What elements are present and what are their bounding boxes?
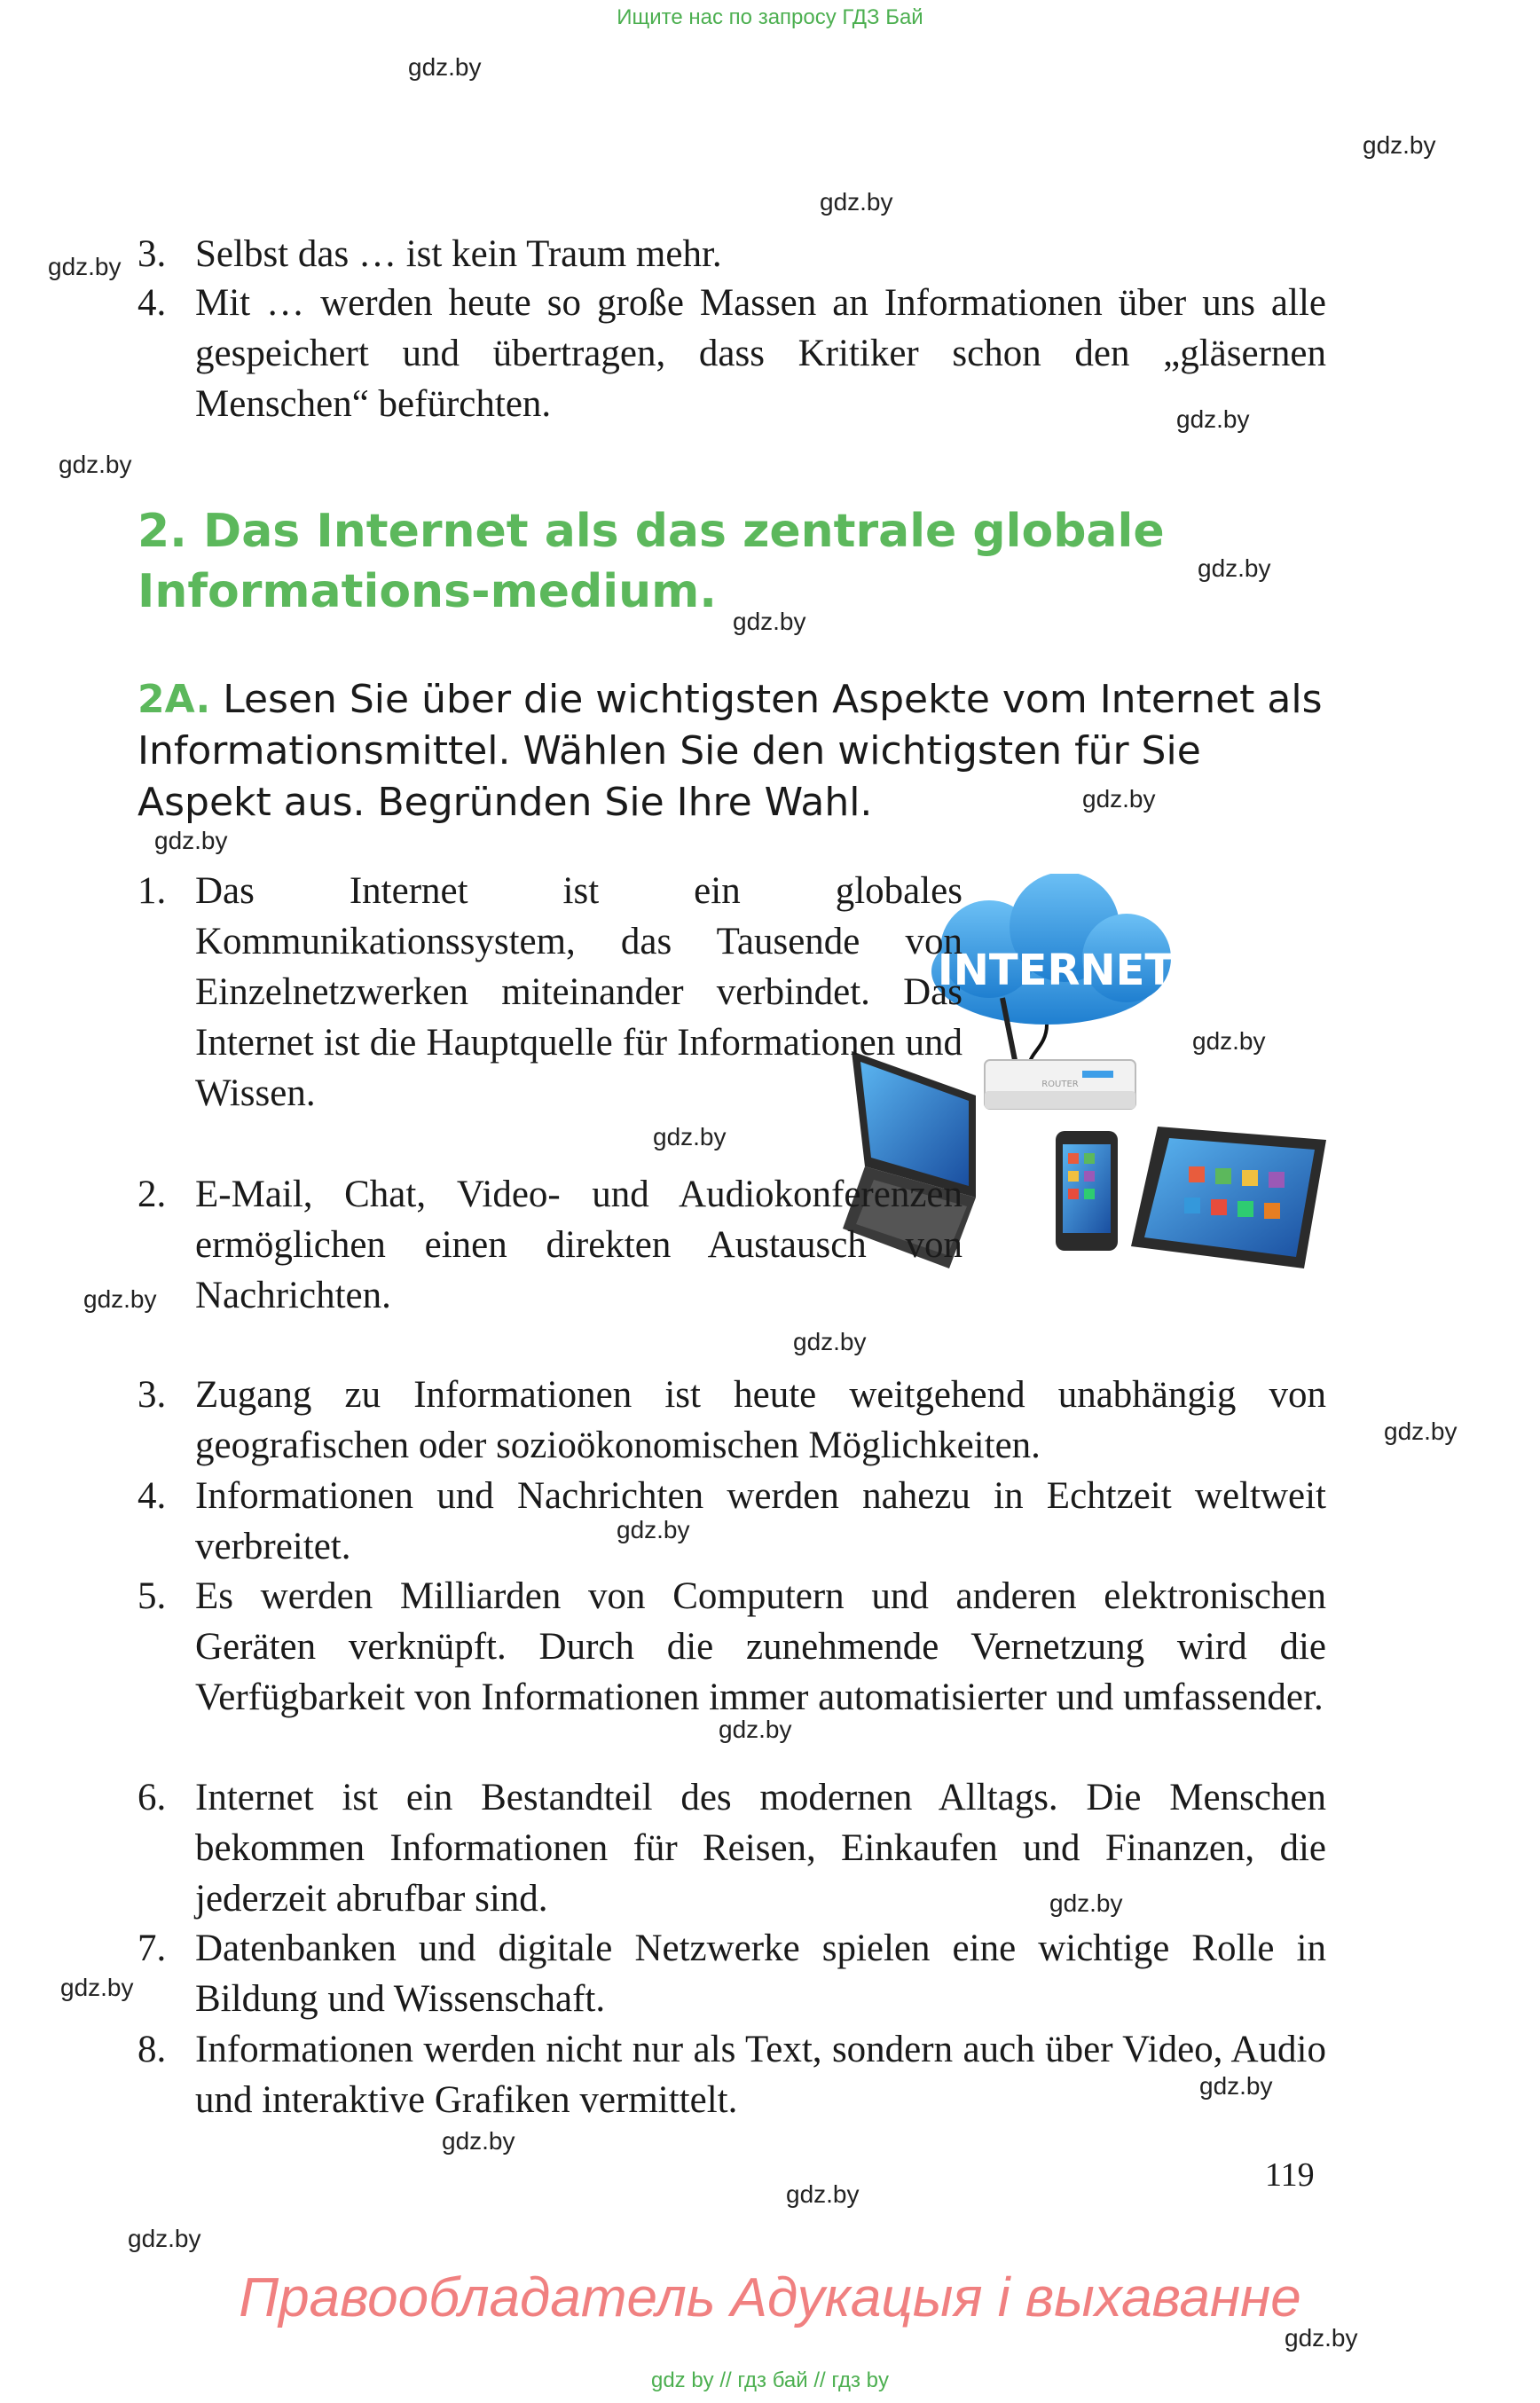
smartphone-icon: [1056, 1131, 1118, 1251]
watermark: gdz.by: [128, 2225, 201, 2252]
item-text: E-Mail, Chat, Video- und Audiokonferenzen ermöglichen einen direkten Austausch von Nachrichten.: [195, 1174, 962, 1316]
watermark: gdz.by: [48, 253, 122, 280]
watermark: gdz.by: [1198, 554, 1271, 582]
watermark: gdz.by: [1192, 1027, 1266, 1055]
watermark: gdz.by: [59, 451, 132, 478]
section-title: Das Internet als das zentrale globale Informations-medium.: [138, 505, 1165, 618]
watermark: gdz.by: [1199, 2072, 1273, 2100]
cloud-icon: [931, 874, 1174, 1025]
bottom-note: gdz by // гдз бай // гдз by: [650, 2368, 890, 2392]
item-text: Informationen und Nachrichten werden nahezu in Echtzeit weltweit verbreitet.: [195, 1475, 1326, 1567]
watermark: gdz.by: [617, 1516, 690, 1543]
watermark: gdz.by: [1363, 131, 1436, 159]
rights-holder-stamp: Правообладатель Адукацыя і выхаванне: [239, 2267, 1301, 2328]
section-number: 2.: [138, 505, 187, 558]
item-number: 2.: [138, 1174, 167, 1215]
item-number: 6.: [138, 1777, 167, 1818]
task-text: Lesen Sie über die wichtigsten Aspekte vom Internet als Informationsmittel. Wählen Sie den wichtigsten für Sie Aspekt aus. Begründen Sie Ihre Wahl.: [138, 677, 1323, 825]
item-text: Selbst das … ist kein Traum mehr.: [195, 233, 722, 275]
item-number: 3.: [138, 233, 167, 275]
top-search-note: Ищите нас по запросу ГДЗ Бай: [617, 5, 923, 29]
watermark: gdz.by: [442, 2127, 515, 2155]
watermark: gdz.by: [653, 1123, 727, 1150]
watermark: gdz.by: [408, 53, 482, 81]
item-text: Mit … werden heute so große Massen an Informationen über uns alle gespeichert und übertragen, dass Kritiker schon den „gläsernen Menschen“ befürchten.: [195, 282, 1326, 425]
watermark: gdz.by: [154, 827, 228, 854]
watermark: gdz.by: [1176, 405, 1250, 433]
watermark: gdz.by: [1049, 1889, 1123, 1917]
watermark: gdz.by: [786, 2180, 860, 2208]
item-text: Internet ist ein Bestandteil des modernen Alltags. Die Menschen bekommen Informationen für Reisen, Einkaufen und Finanzen, die jederzeit abrufbar sind.: [195, 1777, 1326, 1920]
watermark: gdz.by: [1082, 785, 1156, 813]
item-text: Zugang zu Informationen ist heute weitgehend unabhängig von geografischen oder sozioökonomischen Möglichkeiten.: [195, 1374, 1326, 1466]
item-text: Datenbanken und digitale Netzwerke spielen eine wichtige Rolle in Bildung und Wissenschaft.: [195, 1928, 1326, 2020]
watermark: gdz.by: [1384, 1417, 1458, 1445]
watermark: gdz.by: [820, 188, 893, 216]
router-label: ROUTER: [1041, 1080, 1079, 1089]
watermark: gdz.by: [1285, 2324, 1358, 2352]
item-number: 5.: [138, 1575, 167, 1617]
watermark: gdz.by: [793, 1328, 867, 1355]
watermark: gdz.by: [83, 1285, 157, 1313]
item-text: Informationen werden nicht nur als Text, sondern auch über Video, Audio und interaktive Grafiken vermittelt.: [195, 2029, 1326, 2121]
item-number: 4.: [138, 282, 167, 324]
item-number: 7.: [138, 1928, 167, 1969]
tablet-icon: [1131, 1127, 1326, 1268]
page-number: 119: [1265, 2156, 1315, 2194]
item-number: 8.: [138, 2029, 167, 2070]
task-instruction: [138, 674, 1326, 828]
section-heading: [138, 501, 1326, 622]
item-number: 4.: [138, 1475, 167, 1517]
item-number: 1.: [138, 870, 167, 912]
cloud-label: INTERNET: [937, 946, 1175, 995]
item-text: Das Internet ist ein globales Kommunikationssystem, das Tausende von Einzelnetzwerken miteinander verbindet. Das Internet ist die Hauptquelle für Informationen und Wissen.: [195, 870, 962, 1114]
item-text: Es werden Milliarden von Computern und anderen elektronischen Geräten verknüpft. Durch die zunehmende Vernetzung wird die Verfügbarkeit von Informationen immer automatisierter und umfassender.: [195, 1575, 1326, 1718]
task-label: 2A.: [138, 677, 211, 722]
watermark: gdz.by: [719, 1716, 792, 1743]
watermark: gdz.by: [733, 608, 806, 635]
watermark: gdz.by: [60, 1974, 134, 2001]
item-number: 3.: [138, 1374, 167, 1416]
